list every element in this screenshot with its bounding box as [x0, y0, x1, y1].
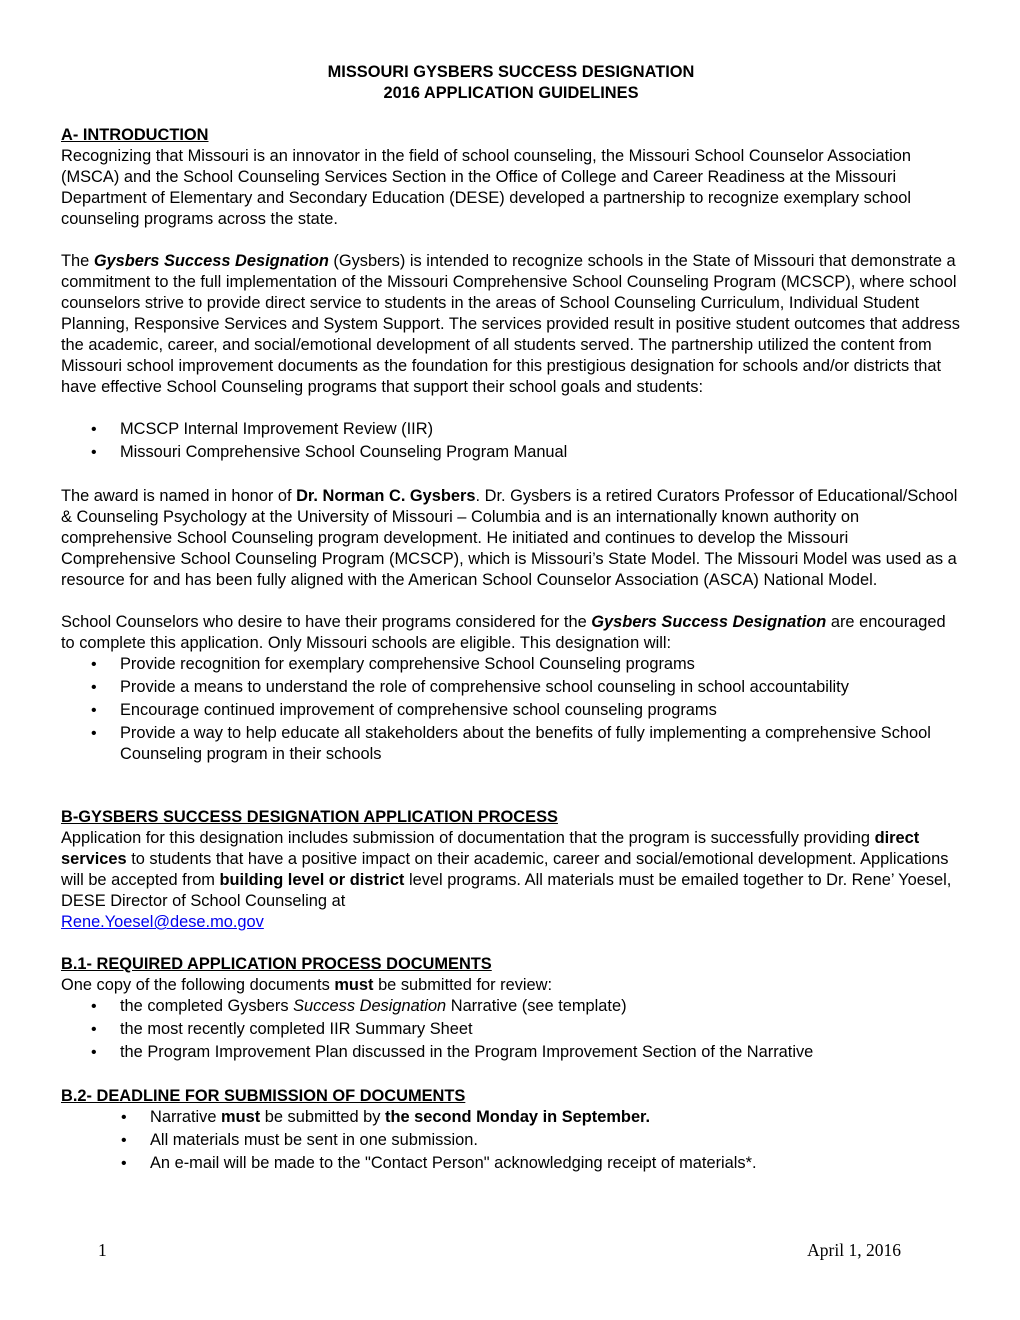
section-b1-heading: B.1- REQUIRED APPLICATION PROCESS DOCUMENTS: [61, 955, 492, 973]
application-paragraph: Application for this designation includes submission of documentation that the program is successfully providing direct services to students that have a positive impact on their academic, career and social/emotional development. Applications will be accepted from building level or district level programs. All materials must be emailed together to Dr. Rene’ Yoesel, DESE Director of School Counseling at Rene.Yoesel@dese.mo.gov: [61, 829, 952, 931]
required-docs-intro: One copy of the following documents must be submitted for review:: [61, 976, 553, 994]
list-item: • An e-mail will be made to the "Contact Person" acknowledging receipt of materials*.: [150, 1153, 961, 1174]
email-link[interactable]: Rene.Yoesel@dese.mo.gov: [61, 913, 264, 931]
designation-benefits-list: [61, 654, 961, 765]
list-item: • Provide a way to help educate all stakeholders about the benefits of fully implementing a comprehensive School Counseling program in their schools: [120, 723, 961, 765]
list-item: • the Program Improvement Plan discussed in the Program Improvement Section of the Narrative: [120, 1042, 961, 1063]
list-item: • the most recently completed IIR Summary Sheet: [120, 1019, 961, 1040]
footer-date: April 1, 2016: [807, 1240, 901, 1260]
list-item: • All materials must be sent in one submission.: [150, 1130, 961, 1151]
title-line-2: 2016 APPLICATION GUIDELINES: [383, 84, 639, 102]
deadline-list: [61, 1107, 961, 1174]
title-line-1: MISSOURI GYSBERS SUCCESS DESIGNATION: [327, 63, 695, 81]
document-page: [61, 62, 961, 1176]
list-item: • Encourage continued improvement of comprehensive school counseling programs: [120, 700, 961, 721]
list-item: • MCSCP Internal Improvement Review (IIR): [120, 419, 961, 440]
documents-list: [61, 419, 961, 463]
intro-paragraph: Recognizing that Missouri is an innovator in the field of school counseling, the Missouri School Counselor Association (MSCA) and the School Counseling Services Section in the Office of College and Career Readiness at the Missouri Department of Elementary and Secondary Education (DESE) developed a partnership to recognize exemplary school counseling programs across the state.: [61, 147, 912, 228]
section-b-heading: B-GYSBERS SUCCESS DESIGNATION APPLICATION PROCESS: [61, 808, 558, 826]
required-docs-list: [61, 996, 961, 1063]
list-item: • Provide recognition for exemplary comprehensive School Counseling programs: [120, 654, 961, 675]
section-b2-heading: B.2- DEADLINE FOR SUBMISSION OF DOCUMENTS: [61, 1087, 466, 1105]
list-item: • Narrative must be submitted by the second Monday in September.: [150, 1107, 961, 1128]
section-a-heading: A- INTRODUCTION: [61, 126, 209, 144]
list-item: • the completed Gysbers Success Designation Narrative (see template): [120, 996, 961, 1017]
award-paragraph: The award is named in honor of Dr. Norman C. Gysbers. Dr. Gysbers is a retired Curators Professor of Educational/School & Counseling Psychology at the University of Missouri – Columbia and is an internationally known authority on comprehensive School Counseling program development. He initiated and continues to develop the Missouri Comprehensive School Counseling Program (MCSCP), which is Missouri’s State Model. The Missouri Model was used as a resource for and has been fully aligned with the American School Counselor Association (ASCA) National Model.: [61, 487, 958, 589]
gysbers-paragraph: The Gysbers Success Designation (Gysbers) is intended to recognize schools in the State of Missouri that demonstrate a commitment to the full implementation of the Missouri Comprehensive School Counseling Program (MCSCP), where school counselors strive to provide direct service to students in the areas of School Counseling Curriculum, Individual Student Planning, Responsive Services and System Support. The services provided result in positive student outcomes that address the academic, career, and social/emotional development of all students served. The partnership utilized the content from Missouri school improvement documents as the foundation for this prestigious designation for schools and/or districts that have effective School Counseling programs that support their school goals and students:: [61, 252, 960, 396]
counselors-paragraph: School Counselors who desire to have their programs considered for the Gysbers Success Designation are encouraged to complete this application. Only Missouri schools are eligible. This designation will:: [61, 613, 946, 652]
list-item: • Missouri Comprehensive School Counseling Program Manual: [120, 442, 961, 463]
page-number: 1: [98, 1240, 107, 1260]
document-title: [61, 62, 961, 104]
list-item: • Provide a means to understand the role of comprehensive school counseling in school accountability: [120, 677, 961, 698]
